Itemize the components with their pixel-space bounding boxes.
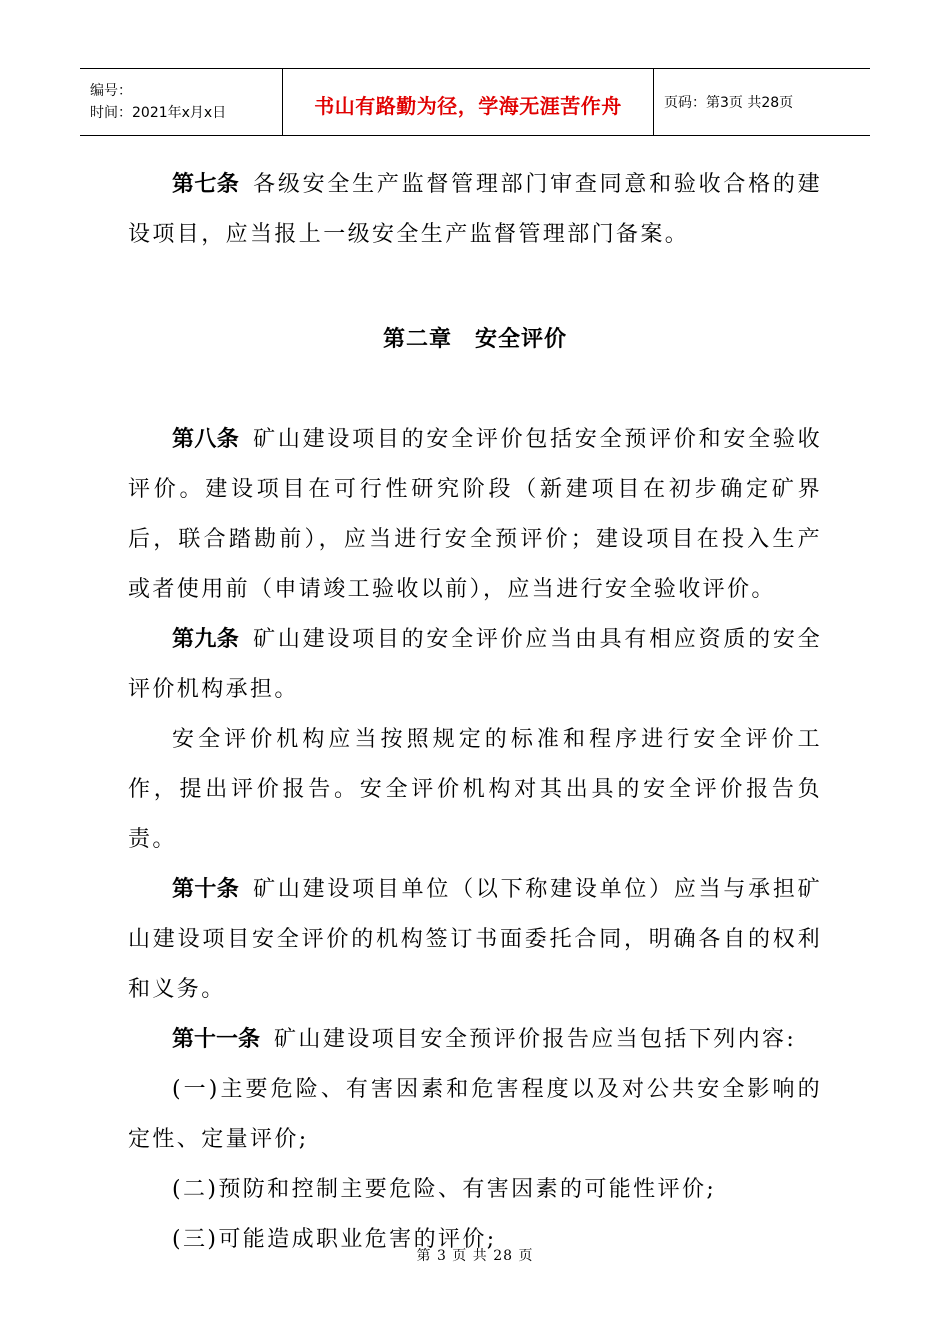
page-header [80, 68, 870, 136]
header-motto-cell [282, 69, 654, 135]
article-11-item-3: (三)可能造成职业危害的评价; [172, 1227, 497, 1252]
article-9-text: 矿山建设项目的安全评价应当由具有相应资质的安全评价机构承担。 [128, 627, 822, 702]
article-11-text: 矿山建设项目安全预评价报告应当包括下列内容: [274, 1027, 797, 1052]
article-11 [128, 1015, 822, 1065]
document-number-label: 编号： [90, 83, 132, 99]
header-page-code: 页码：第3页 共28页 [664, 95, 794, 111]
footer-page-number: 第 3 页 共 28 页 [416, 1248, 534, 1264]
article-11-item-1: (一)主要危险、有害因素和危害程度以及对公共安全影响的定性、定量评价; [128, 1077, 822, 1152]
article-8-label: 第八条 [172, 427, 240, 452]
header-page-code-cell [654, 69, 870, 135]
article-11-item-2: (二)预防和控制主要危险、有害因素的可能性评价; [172, 1177, 717, 1202]
article-10 [128, 865, 822, 1015]
article-8 [128, 415, 822, 615]
article-11-label: 第十一条 [172, 1027, 261, 1052]
article-9-paragraph-2: 安全评价机构应当按照规定的标准和程序进行安全评价工作，提出评价报告。安全评价机构对其出具的安全评价报告负责。 [128, 727, 822, 852]
document-body [128, 160, 822, 1265]
article-7-text: 各级安全生产监督管理部门审查同意和验收合格的建设项目，应当报上一级安全生产监督管理部门备案。 [128, 172, 822, 247]
header-meta [80, 69, 282, 135]
page-footer [0, 1245, 950, 1265]
article-7 [128, 160, 822, 260]
article-10-label: 第十条 [172, 877, 240, 902]
header-motto: 书山有路勤为径，学海无涯苦作舟 [314, 93, 622, 118]
chapter-title: 第二章 安全评价 [382, 327, 567, 352]
article-7-label: 第七条 [172, 172, 240, 197]
article-10-text: 矿山建设项目单位（以下称建设单位）应当与承担矿山建设项目安全评价的机构签订书面委托合同，明确各自的权利和义务。 [128, 877, 822, 1002]
article-9-label: 第九条 [172, 627, 240, 652]
article-9 [128, 615, 822, 715]
article-8-text: 矿山建设项目的安全评价包括安全预评价和安全验收评价。建设项目在可行性研究阶段（新建项目在初步确定矿界后，联合踏勘前），应当进行安全预评价；建设项目在投入生产或者使用前（申请竣工验收以前），应当进行安全验收评价。 [128, 427, 822, 602]
document-date: 时间：2021年x月x日 [90, 105, 227, 121]
